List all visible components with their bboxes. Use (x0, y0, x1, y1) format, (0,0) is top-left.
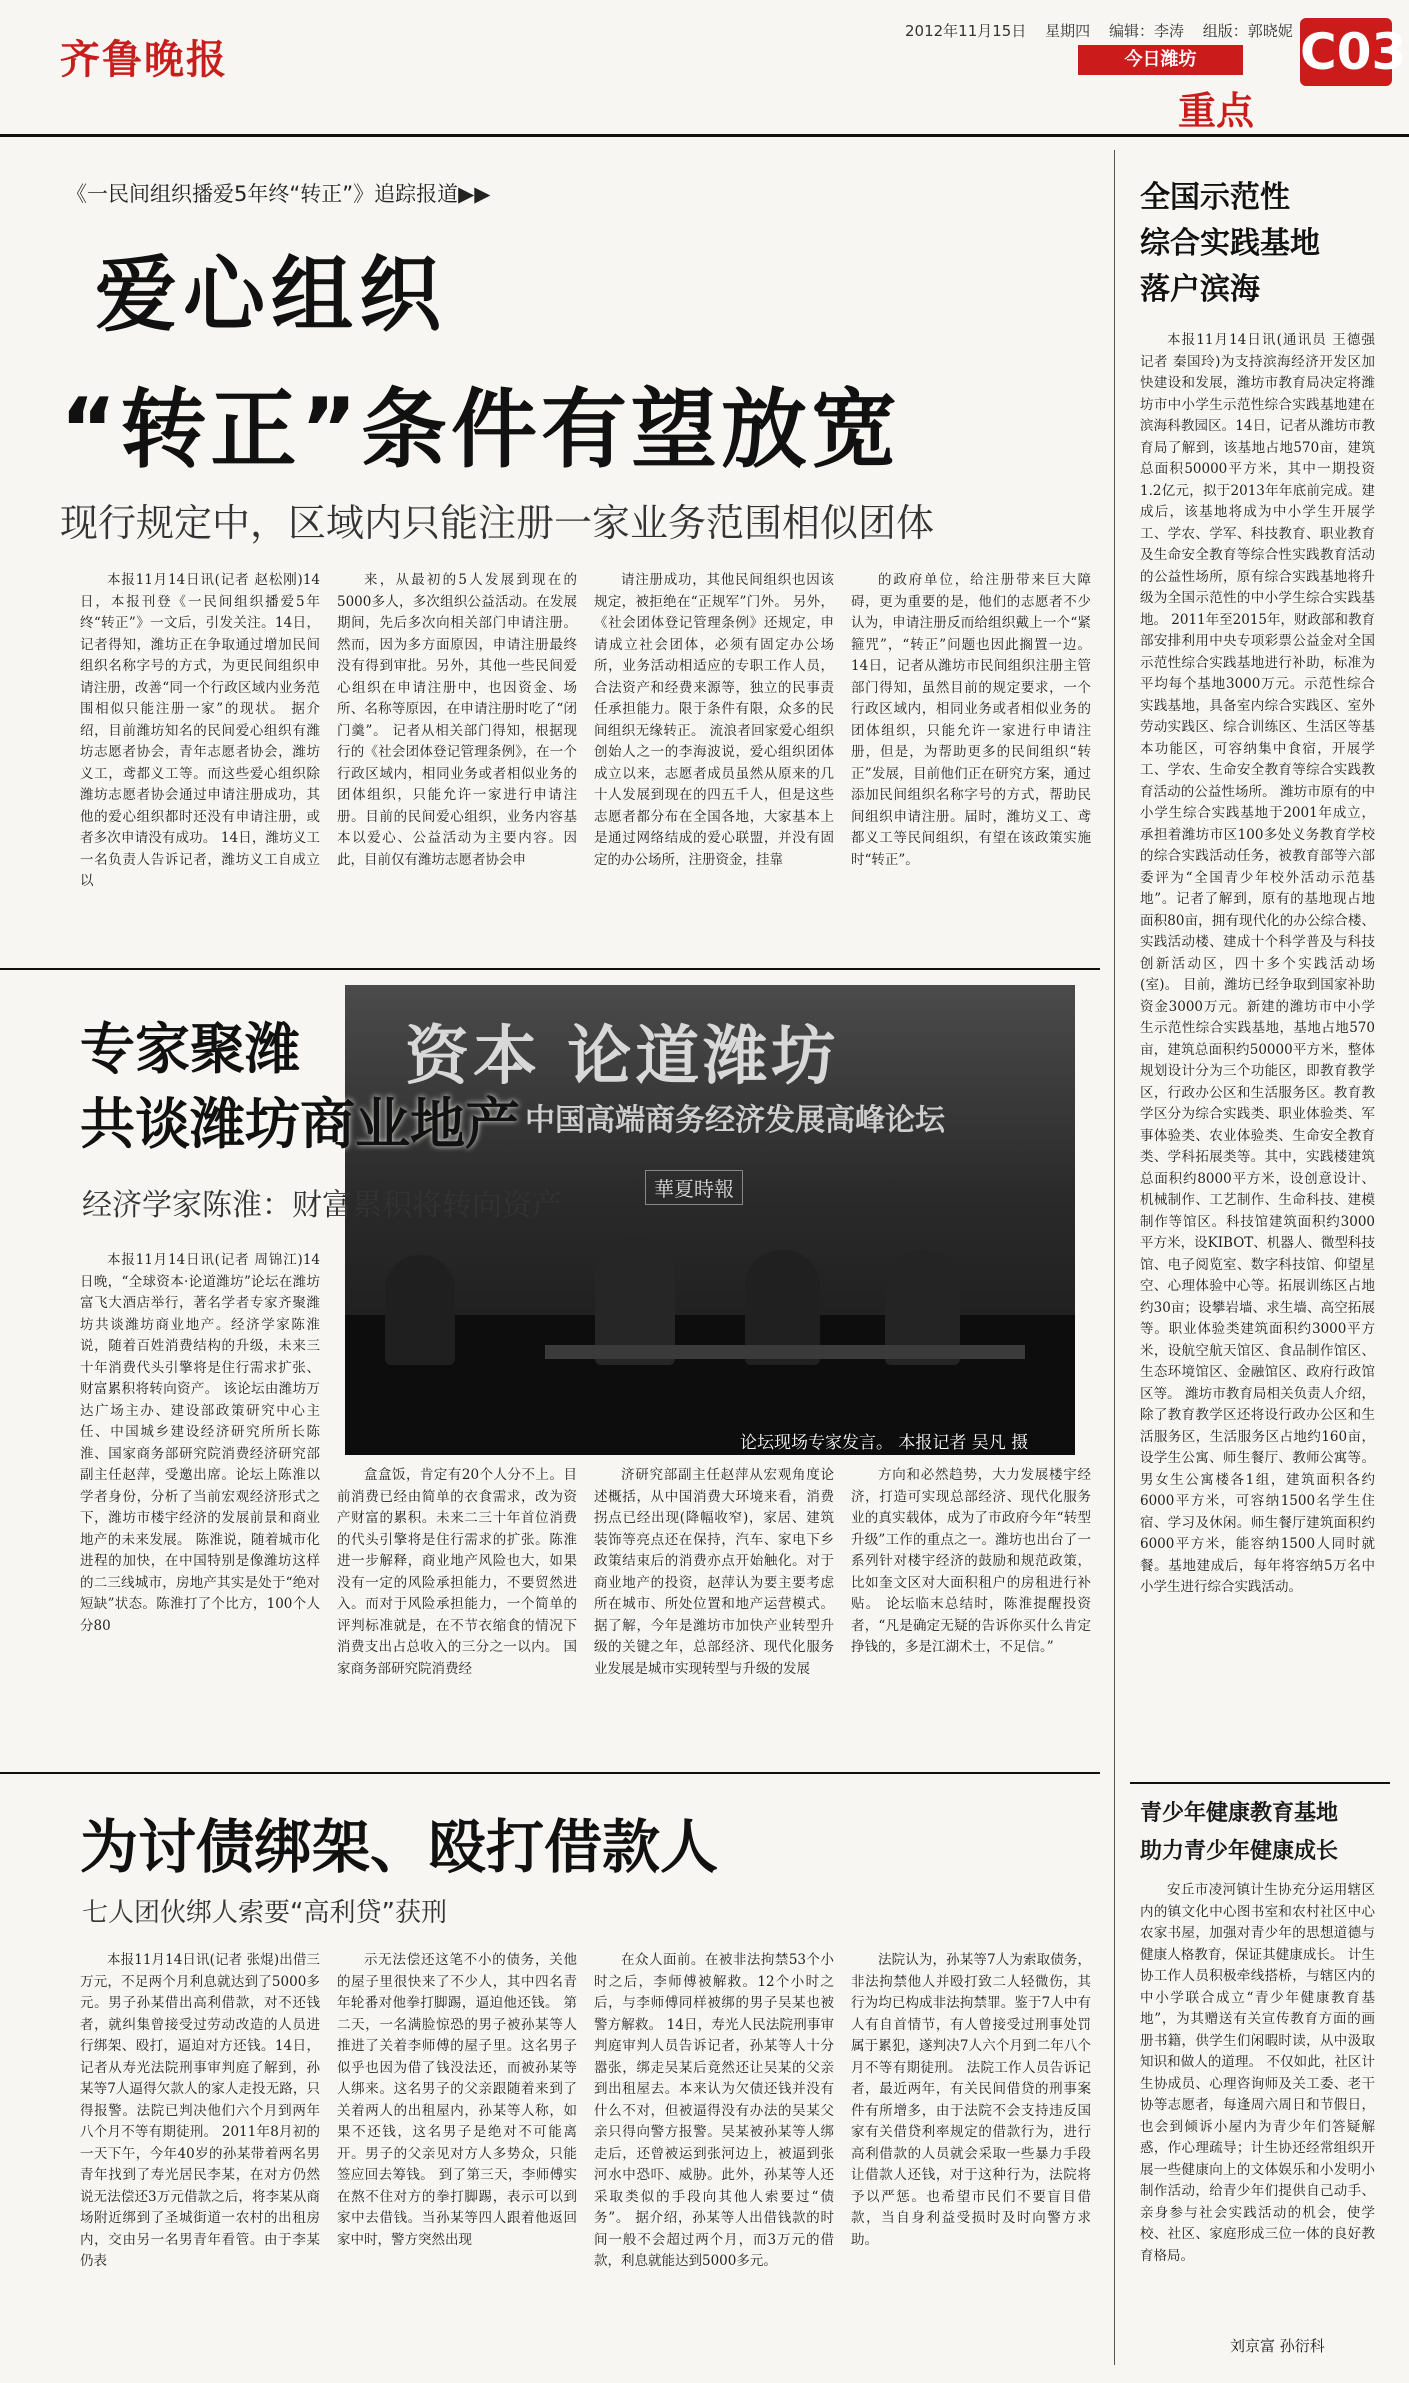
sidebar1-title-line1: 全国示范性 (1140, 180, 1290, 215)
story3-subheadline: 七人团伙绑人索要“高利贷”获刑 (82, 1898, 447, 1928)
story3-column-3: 在众人面前。在被非法拘禁53个小时之后，李师傅被解救。12个小时之后，与李师傅同样被绑的男子吴某也被警方解救。 14日，寿光人民法院刑事审判庭审判人员告诉记者，孙某等人十分嚣张，绑走吴某后竟然还让吴某的父亲到出租屋去。本来认为欠债还钱并没有什么不对，但被逼得没有办法的吴某父亲只得向警方报警。吴某被孙某等人绑走后，还曾被运到张河边上，被逼到张河水中恐吓、威胁。此外，孙某等人还采取类似的手段向其他人索要过“债务”。 据介绍，孙某等人出借钱款的时间一般不会超过两个月，而3万元的借款，利息就能达到5000多元。 (594, 1952, 834, 2269)
sidebar-divider (1114, 150, 1115, 2365)
story1-column-3: 请注册成功，其他民间组织也因该规定，被拒绝在“正规军”门外。 另外，《社会团体登记管理条例》还规定，申请成立社会团体，必须有固定办公场所，业务活动相适应的专职工作人员，合法资产和经费来源等，独立的民事责任承担能力。限于条件有限，众多的民间组织无缘转正。 流浪者回家爱心组织创始人之一的李海波说，爱心组织团体成立以来，志愿者成员虽然从原来的几十人发展到现在的四五千人，但是这些志愿者都分布在全国各地，大家基本上是通过网络结成的爱心联盟，并没有固定的办公场所，注册资金，挂靠 (594, 572, 834, 868)
story1-column-4: 的政府单位，给注册带来巨大障碍，更为重要的是，他们的志愿者不少认为，申请注册反而给组织戴上一个“紧箍咒”，“转正”问题也因此搁置一边。 14日，记者从潍坊市民间组织注册主管部门得知，虽然目前的规定要求，一个行政区域内，相同业务或者相似业务的团体组织，只能允许一家进行申请注册，但是，为帮助更多的民间组织“转正”发展，目前他们正在研究方案，通过添加民间组织名称字号的方式，帮助民间组织申请注册。届时，潍坊义工、鸢都义工等民间组织，有望在该政策实施时“转正”。 (851, 572, 1091, 868)
photo-person-left (385, 1255, 455, 1365)
sidebar2-credit: 刘京富 孙衍科 (1230, 2337, 1325, 2355)
photo-logo: 華夏時報 (645, 1170, 743, 1205)
sidebar1-headline (1140, 175, 1370, 313)
story1-headline-line2: “转正”条件有望放宽 (60, 380, 902, 480)
designer-credit: 组版：郭晓妮 (1202, 22, 1293, 40)
issue-weekday: 星期四 (1045, 22, 1091, 40)
photo-caption: 论坛现场专家发言。 本报记者 吴凡 摄 (740, 1433, 1029, 1453)
sidebar2-body: 安丘市凌河镇计生协充分运用辖区内的镇文化中心图书室和农村社区中心农家书屋，加强对青少年的思想道德与健康人格教育，保证其健康成长。 计生协工作人员积极牵线搭桥，与辖区内的中小学联合成立“青少年健康教育基地”，为其赠送有关宣传教育方面的画册书籍，供学生们闲暇时读，从中汲取知识和做人的道理。 不仅如此，社区计生协成员、心理咨询师及关工委、老干协等志愿者，每逢周六周日和节假日，也会到倾诉小屋内为青少年们答疑解惑，作心理疏导；计生协还经常组织开展一些健康向上的文体娱乐和小发明小制作活动，给青少年们提供自己动手、亲身参与社会实践活动的机会，使学校、社区、家庭形成三位一体的良好教育格局。 (1140, 1882, 1375, 2264)
editor-credit: 编辑：李涛 (1108, 22, 1184, 40)
story2-subheadline: 经济学家陈淮：财富累积将转向资产 (82, 1188, 562, 1223)
issue-date: 2012年11月15日 (905, 22, 1027, 40)
dateline (905, 20, 1293, 41)
sidebar1-body: 本报11月14日讯(通讯员 王德强 记者 秦国玲)为支持滨海经济开发区加快建设和发展，潍坊市教育局决定将潍坊市中小学生示范性综合实践基地建在滨海科教园区。14日，记者从潍坊市教育局了解到，该基地占地570亩，建筑总面积50000平方米，其中一期投资1.2亿元，拟于2013年年底前完成。建成后，该基地将成为中小学生开展学工、学农、学军、科技教育、职业教育及生命安全教育等综合性实践教育活动的公益性场所，原有综合实践基地将升级为全国示范性的中小学生综合实践基地。 2011年至2015年，财政部和教育部安排利用中央专项彩票公益金对全国示范性综合实践基地进行补助，标准为平均每个基地3000万元。示范性综合实践基地，具备室内综合实践区、室外劳动实践区、综合训练区、生活区等基本功能区，可容纳集中食宿，开展学工、学农、生命安全教育等综合实践教育活动的公益性场所。 潍坊市原有的中小学生综合实践基地于2001年成立，承担着潍坊市区100多处义务教育学校的综合实践活动任务，被教育部等六部委评为“全国青少年校外活动示范基地”。记者了解到，原有的基地现占地面积80亩，拥有现代化的办公综合楼、实践活动楼、建成十个科学普及与科技创新活动区，四十多个实践活动场(室)。 目前，潍坊已经争取到国家补助资金3000万元。新建的潍坊市中小学生示范性综合实践基地，基地占地570亩，建筑总面积约50000平方米，整体规划设计分为三个功能区，即教育教学区，行政办公区和生活服务区。教育教学区分为综合实践类、职业体验类、军事体验类、农业体验类、生命安全教育类、学科拓展类等。其中，实践楼建筑总面积约8000平方米，设创意设计、机械制作、工艺制作、生命科技、建模制作等馆区。科技馆建筑面积约3000平方米，设KIBOT、机器人、微型科技馆、电子阅览室、数字科技馆、仰望星空、心理体验中心等。拓展训练区占地约30亩；设攀岩墙、求生墙、高空拓展等。职业体验类建筑面积约3000平方米，设航空航天馆区、食品制作馆区、生态环境馆区、金融馆区、政府行政馆区等。 潍坊市教育局相关负责人介绍，除了教育教学区还将设行政办公区和生活服务区，生活服务区占地约160亩，设学生公寓、师生餐厅、教师公寓等。男女生公寓楼各1组，建筑面积各约6000平方米，可容纳1500名学生住宿、学习及休闲。师生餐厅建筑面积约6000平方米，能容纳1500人同时就餐。基地建成后，每年将容纳5万名中小学生进行综合实践活动。 (1140, 332, 1375, 1595)
story3-headline: 为讨债绑架、殴打借款人 (80, 1813, 719, 1881)
story2-headline-line2: 共谈潍坊商业地产 (80, 1092, 521, 1156)
story2-headline-line1: 专家聚潍 (80, 1017, 301, 1081)
story1-rule (0, 968, 1100, 970)
section-name: 重点 (1178, 89, 1255, 133)
story1-column-1: 本报11月14日讯(记者 赵松刚)14日，本报刊登《一民间组织播爱5年终“转正”》一文后，引发关注。14日，记者得知，潍坊正在争取通过增加民间组织名称字号的方式，为更民间组织申请注册，改善“同一个行政区域内业务范围相似只能注册一家”的现状。 据介绍，目前潍坊知名的民间爱心组织有潍坊志愿者协会，青年志愿者协会，潍坊义工，鸢都义工等。而这些爱心组织除潍坊志愿者协会通过申请注册成功，其他的爱心组织都时还没有申请注册，或者多次申请没有成功。 14日，潍坊义工一名负责人告诉记者，潍坊义工自成立以 (80, 572, 320, 889)
sidebar1-title-line3: 落户滨海 (1140, 272, 1260, 307)
photo-banner-text: 资本 论道潍坊 (405, 1020, 840, 1094)
story2-column-4: 方向和必然趋势，大力发展楼宇经济，打造可实现总部经济、现代化服务业的真实载体，成为了市政府今年“转型升级”工作的重点之一。潍坊也出台了一系列针对楼宇经济的鼓励和规范政策，比如奎文区对大面积租户的房租进行补贴。 论坛临末总结时，陈淮提醒投资者，“凡是确定无疑的告诉你买什么肯定挣钱的，多是江湖术士，不足信。” (851, 1467, 1091, 1655)
sidebar2-title-line1: 青少年健康教育基地 (1140, 1801, 1339, 1826)
story2-column-2: 盒盒饭，肯定有20个人分不上。目前消费已经由简单的衣食需求，改为资产财富的累积。未来二三十年首位消费的代头引擎将是住行需求的扩张。陈淮进一步解释，商业地产风险也大，如果没有一定的风险承担能力，不要贸然进入。而对于风险承担能力，一个简单的评判标准就是，在不节衣缩食的情况下消费支出占总收入的三分之一以内。 国家商务部研究院消费经 (337, 1467, 577, 1677)
masthead-logo: 齐鲁晚报 (60, 36, 228, 83)
story1-headline-line1: 爱心组织 (95, 248, 448, 343)
photo-table (545, 1345, 1025, 1359)
story3-column-2: 示无法偿还这笔不小的债务，关他的屋子里很快来了不少人，其中四名青年轮番对他拳打脚踢，逼迫他还钱。 第二天，一名满脸惊恐的男子被孙某等人推进了关着李师傅的屋子里。这名男子似乎也因为借了钱没法还，而被孙某等人绑来。这名男子的父亲跟随着来到了关着两人的出租屋内，孙某等人称，如果不还钱，这名男子是绝对不可能离开。男子的父亲见对方人多势众，只能签应回去筹钱。 到了第三天，李师傅实在熬不住对方的拳打脚踢，表示可以到家中去借钱。当孙某等四人跟着他返回家中时，警方突然出现 (337, 1952, 577, 2248)
story1-column-2: 来，从最初的5人发展到现在的5000多人，多次组织公益活动。在发展期间，先后多次向相关部门申请注册。然而，因为多方面原因，申请注册最终没有得到审批。另外，其他一些民间爱心组织在申请注册中，也因资金、场所、名称等原因，在申请注册时吃了“闭门羹”。 记者从相关部门得知，根据现行的《社会团体登记管理条例》，在一个行政区域内，相同业务或者相似业务的团体组织，只能允许一家进行申请注册。目前的民间爱心组织，业务内容基本以爱心、公益活动为主要内容。因此，目前仅有潍坊志愿者协会申 (337, 572, 577, 868)
story3-column-4: 法院认为，孙某等7人为索取债务，非法拘禁他人并殴打致二人轻微伤，其行为均已构成非法拘禁罪。鉴于7人中有人有自首情节，有人曾接受过刑事处罚属于累犯，遂判决7人六个月到二年八个月不等有期徒刑。 法院工作人员告诉记者，最近两年，有关民间借贷的刑事案件有所增多，由于法院不会支持违反国家有关借贷利率规定的借款行为，进行高利借款的人员就会采取一些暴力手段让借款人还钱，对于这种行为，法院将予以严惩。也希望市民们不要盲目借款，当自身利益受损时及时向警方求助。 (851, 1952, 1091, 2248)
sidebar2-title-line2: 助力青少年健康成长 (1140, 1839, 1339, 1864)
series-label: 《一民间组织播爱5年终“转正”》追踪报道▶▶ (66, 182, 491, 206)
story2-column-1: 本报11月14日讯(记者 周锦江)14日晚，“全球资本·论道潍坊”论坛在潍坊富飞大酒店举行，著名学者专家齐聚潍坊共谈潍坊商业地产。经济学家陈淮说，随着百姓消费结构的升级，未来三十年消费代头引擎将是住行需求扩张、财富累积将转向资产。 该论坛由潍坊万达广场主办、建设部政策研究中心主任、中国城乡建设经济研究所所长陈淮、国家商务部研究院消费经济研究部副主任赵萍，受邀出席。论坛上陈淮以学者身份，分析了当前宏观经济形式之下，潍坊市楼宇经济的发展前景和商业地产的未来发展。 陈淮说，随着城市化进程的加快，在中国特别是像潍坊这样的二三线城市，房地产其实是处于“绝对短缺”状态。陈淮打了个比方，100个人分80 (80, 1252, 320, 1634)
header-rule (0, 134, 1409, 137)
photo-banner-subtext: 中国高端商务经济发展高峰论坛 (525, 1103, 945, 1138)
story3-column-1: 本报11月14日讯(记者 张焜)出借三万元，不足两个月利息就达到了5000多元。男子孙某借出高利借款，对不还钱者，就纠集曾接受过劳动改造的人员进行绑架、殴打，逼迫对方还钱。14日，记者从寿光法院刑事审判庭了解到，孙某等7人逼得欠款人的家人走投无路，只得报警。法院已判决他们六个月到两年八个月不等有期徒刑。 2011年8月初的一天下午，今年40岁的孙某带着两名男青年找到了寿光居民李某，在对方仍然说无法偿还3万元借款之后，将李某从商场附近绑到了圣城街道一农村的出租房内，交由另一名男青年看管。由于李某仍表 (80, 1952, 320, 2269)
story1-subheadline: 现行规定中，区域内只能注册一家业务范围相似团体 (60, 501, 935, 545)
sidebar-rule (1130, 1782, 1390, 1784)
sidebar1-title-line2: 综合实践基地 (1140, 226, 1320, 261)
sidebar2-headline (1140, 1795, 1380, 1871)
story2-rule (0, 1772, 1100, 1774)
story2-column-3: 济研究部副主任赵萍从宏观角度论述概括，从中国消费大环境来看，消费拐点已经出现(降幅收窄)，家居、建筑装饰等亮点还在保持，汽车、家电下乡政策结束后的消费亦点开始触化。对于商业地产的投资，赵萍认为要主要考虑所在城市、所处位置和地产运营模式。 据了解，今年是潍坊市加快产业转型升级的关键之年，总部经济、现代化服务业发展是城市实现转型与升级的发展 (594, 1467, 834, 1677)
section-tag: 今日潍坊 (1078, 45, 1243, 75)
page-number: C03 (1300, 18, 1392, 86)
